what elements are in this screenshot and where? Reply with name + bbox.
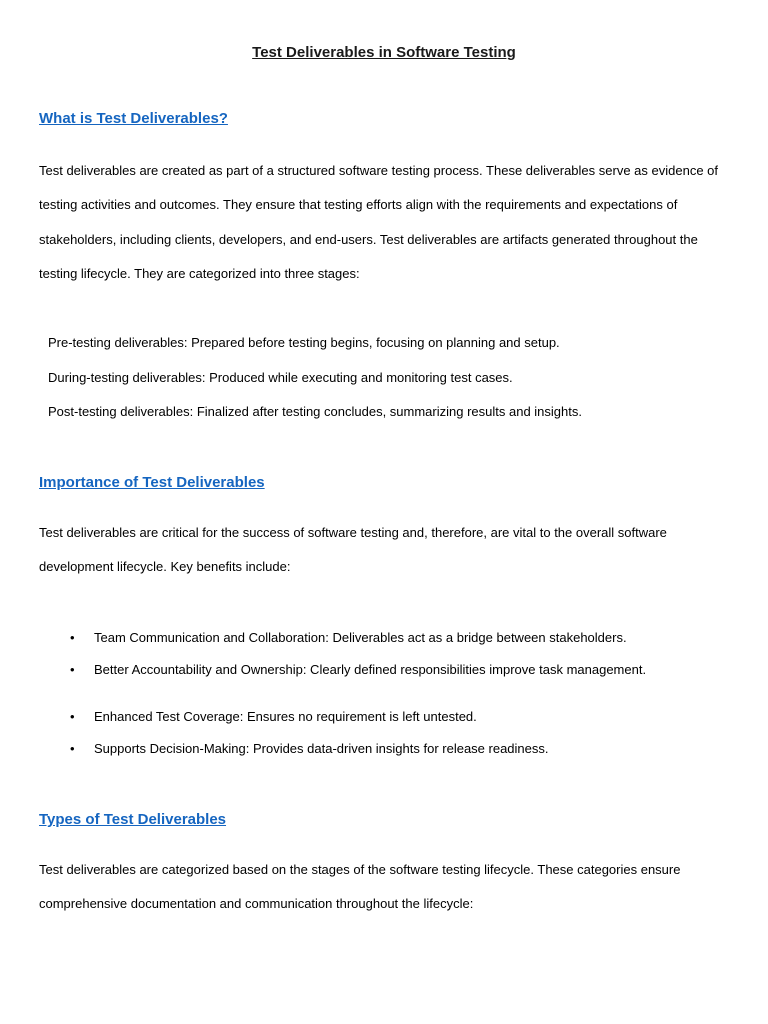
stage-pre-testing: Pre-testing deliverables: Prepared before testing begins, focusing on planning and setup. [48, 335, 560, 350]
paragraph-line: stakeholders, including clients, developers, and end-users. Test deliverables are artifacts generated throughout the [39, 231, 698, 247]
paragraph-what-is [39, 154, 729, 291]
paragraph-line: testing lifecycle. They are categorized into three stages: [39, 265, 360, 281]
heading-types-of-test-deliverables[interactable]: Types of Test Deliverables [39, 811, 227, 828]
benefit-text: Better Accountability and Ownership: Clearly defined responsibilities improve task management. [94, 662, 647, 677]
benefit-text: Enhanced Test Coverage: Ensures no requirement is left untested. [94, 709, 477, 724]
benefit-text: Supports Decision-Making: Provides data-driven insights for release readiness. [94, 741, 549, 756]
heading-what-is-test-deliverables[interactable]: What is Test Deliverables? [39, 110, 228, 127]
bullet-icon: • [70, 709, 75, 724]
bullet-icon: • [70, 630, 75, 645]
paragraph-line: Test deliverables are categorized based on the stages of the software testing lifecycle. These categories ensure [39, 862, 681, 877]
document-title: Test Deliverables in Software Testing [252, 44, 516, 61]
paragraph-line: comprehensive documentation and communication throughout the lifecycle: [39, 896, 474, 912]
stage-post-testing: Post-testing deliverables: Finalized after testing concludes, summarizing results and insights. [48, 404, 582, 419]
stage-during-testing: During-testing deliverables: Produced while executing and monitoring test cases. [48, 370, 513, 385]
heading-importance-of-test-deliverables[interactable]: Importance of Test Deliverables [39, 474, 265, 491]
benefit-text: Team Communication and Collaboration: Deliverables act as a bridge between stakeholders. [94, 630, 627, 645]
paragraph-line: development lifecycle. Key benefits include: [39, 559, 291, 575]
paragraph-line: Test deliverables are created as part of a structured software testing process. These deliverables serve as evidence of [39, 163, 719, 178]
paragraph-types [39, 853, 729, 922]
bullet-icon: • [70, 662, 75, 677]
bullet-icon: • [70, 741, 75, 756]
paragraph-line: testing activities and outcomes. They ensure that testing efforts align with the requirements and expectations of [39, 197, 678, 213]
paragraph-line: Test deliverables are critical for the success of software testing and, therefore, are vital to the overall software [39, 525, 667, 540]
paragraph-importance [39, 516, 729, 585]
